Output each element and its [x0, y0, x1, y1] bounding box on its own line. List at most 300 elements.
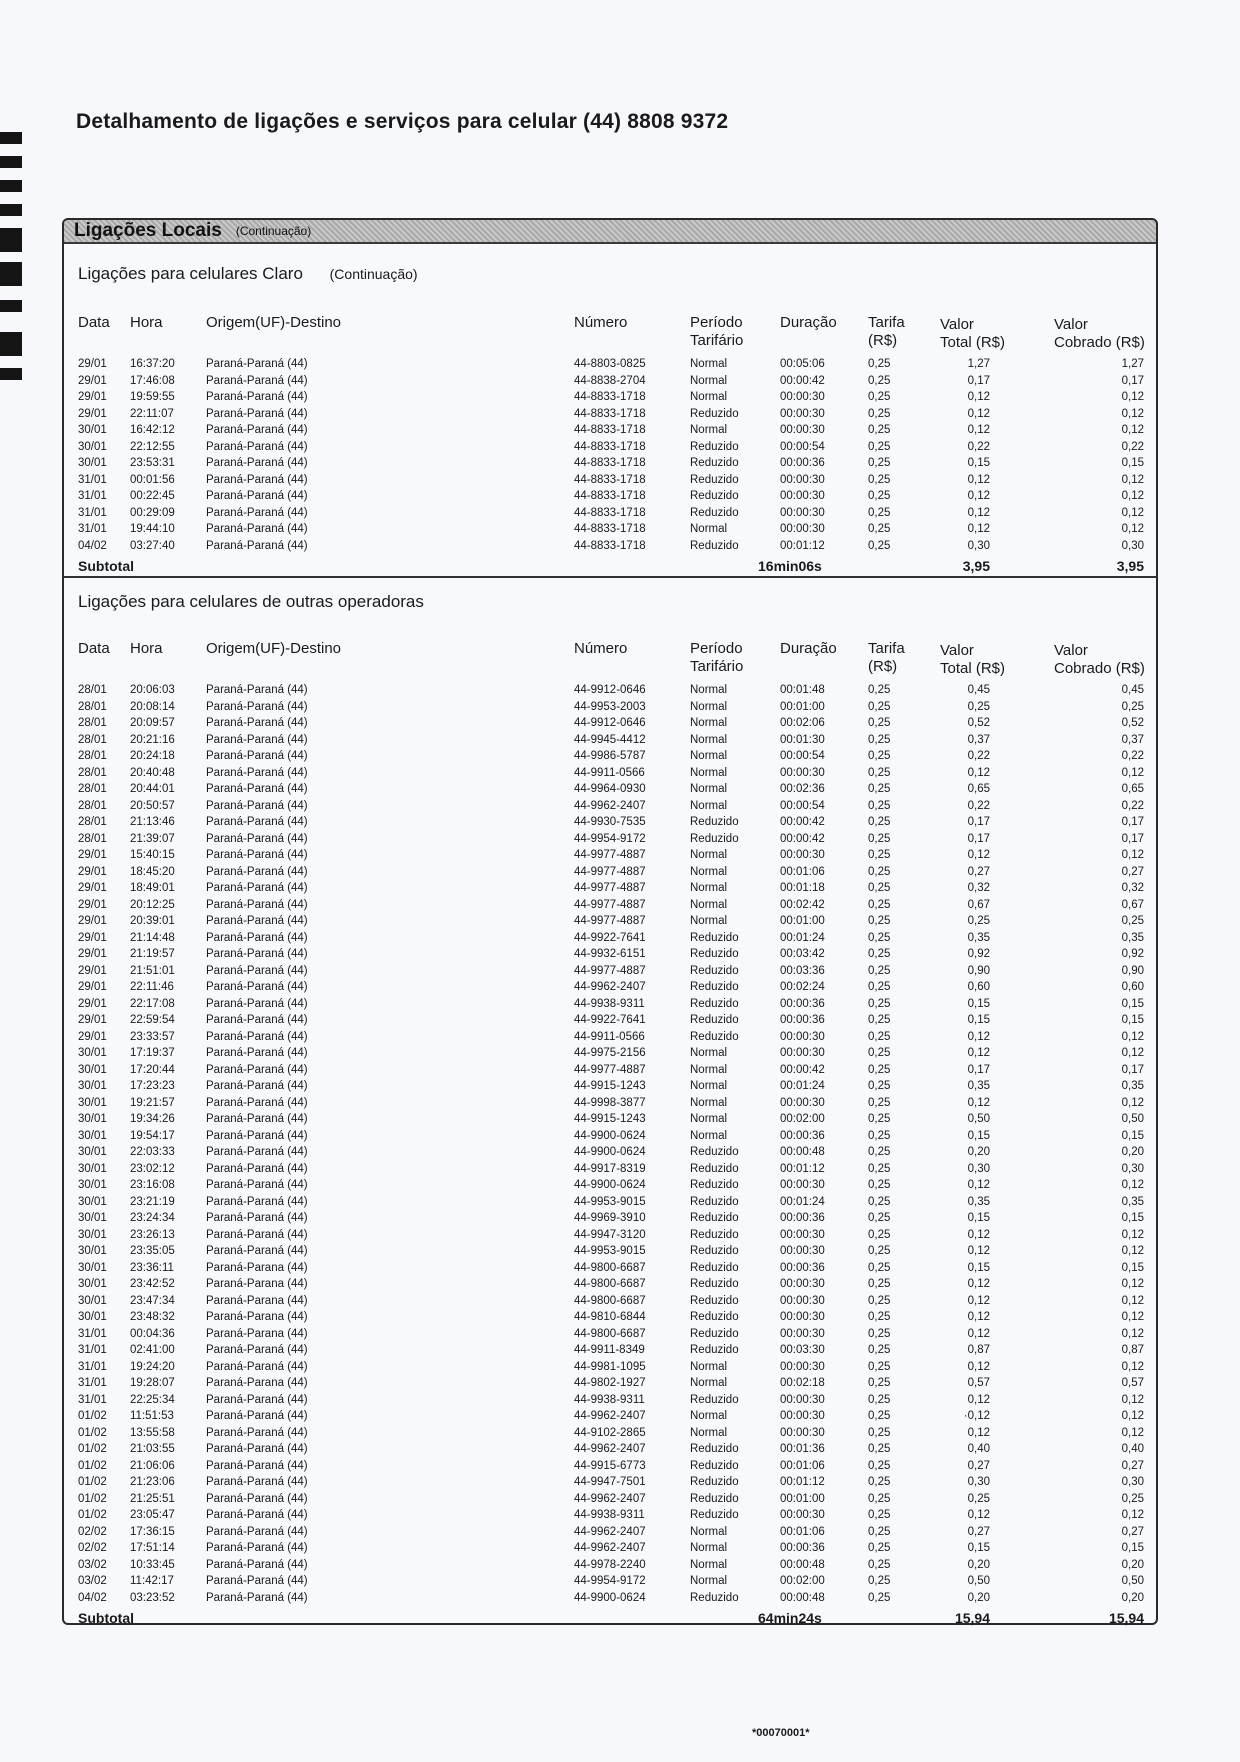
- cell-number: 44-9977-4887: [574, 865, 646, 878]
- cell-rate-period: Reduzido: [690, 473, 739, 486]
- cell-charged-value: 0,50: [1121, 1113, 1144, 1125]
- cell-rate: 0,25: [868, 1426, 891, 1439]
- cell-time: 20:44:01: [130, 783, 175, 795]
- col-header-rate-line: Tarifa: [868, 314, 905, 331]
- cell-origin-destination: Paraná-Paraná (44): [206, 1525, 308, 1538]
- cell-date: 28/01: [78, 766, 107, 779]
- cell-rate-period: Normal: [690, 915, 728, 927]
- cell-number: 44-9938-9311: [574, 1509, 645, 1521]
- cell-rate: 0,25: [868, 506, 891, 519]
- cell-duration: 00:00:30: [780, 1509, 825, 1521]
- table-row: [78, 998, 1146, 1015]
- cell-total-value: 0,12: [967, 391, 990, 403]
- cell-origin-destination: Paraná-Paraná (44): [206, 832, 308, 845]
- cell-total-value: 0,17: [967, 832, 990, 845]
- cell-charged-value: 0,20: [1121, 1146, 1144, 1158]
- cell-duration: 00:00:36: [780, 457, 825, 469]
- cell-origin-destination: Paraná-Paraná (44): [206, 783, 308, 795]
- cell-rate: 0,25: [868, 1459, 891, 1472]
- claro-calls-table: [78, 314, 1146, 578]
- table-row: [78, 1196, 1146, 1213]
- cell-total-value: 0,52: [967, 717, 990, 729]
- cell-duration: 00:00:30: [780, 1245, 825, 1257]
- document-code: *00070001*: [752, 1727, 810, 1739]
- col-header-period-line: Período: [690, 640, 743, 657]
- cell-date: 28/01: [78, 799, 107, 812]
- cell-origin-destination: Paraná-Paraná (44): [206, 849, 308, 861]
- cell-rate: 0,25: [868, 1591, 891, 1604]
- cell-time: 11:51:53: [130, 1410, 174, 1422]
- cell-total-value: 0,65: [967, 783, 990, 795]
- cell-origin-destination: Paraná-Paraná (44): [206, 1509, 308, 1521]
- cell-date: 30/01: [78, 1063, 107, 1076]
- cell-total-value: 0,35: [967, 931, 990, 944]
- cell-total-value: 0,12: [967, 1047, 990, 1059]
- cell-rate-period: Reduzido: [690, 1212, 739, 1224]
- cell-rate-period: Normal: [690, 374, 728, 387]
- table-row: [78, 1476, 1146, 1493]
- cell-duration: 00:00:42: [780, 832, 825, 845]
- cell-rate: 0,25: [868, 1063, 891, 1076]
- cell-time: 19:44:10: [130, 523, 175, 535]
- cell-total-value: 0,12: [967, 490, 990, 502]
- table-row: [78, 767, 1146, 784]
- cell-time: 23:53:31: [130, 457, 175, 469]
- cell-number: 44-9912-0646: [574, 717, 646, 729]
- cell-total-value: 0,25: [967, 700, 990, 713]
- cell-charged-value: 0,90: [1121, 964, 1144, 977]
- table-row: [78, 1229, 1146, 1246]
- cell-time: 23:48:32: [130, 1311, 175, 1323]
- cell-origin-destination: Paraná-Paraná (44): [206, 1575, 308, 1587]
- table-row: [78, 1493, 1146, 1510]
- cell-charged-value: 0,12: [1121, 391, 1144, 403]
- cell-number: 44-9932-6151: [574, 948, 646, 960]
- cell-total-value: 0,20: [967, 1558, 990, 1571]
- cell-total-value: 0,40: [967, 1443, 990, 1455]
- phone-number: (44) 8808 9372: [583, 110, 729, 133]
- subtotal-row: [78, 1608, 1146, 1628]
- col-header-origin-line: Origem(UF)-Destino: [206, 640, 342, 657]
- cell-charged-value: 0,15: [1121, 1129, 1144, 1142]
- cell-rate: 0,25: [868, 1278, 891, 1290]
- col-header-rate-line: (R$): [868, 658, 898, 675]
- cell-duration: 00:01:00: [780, 700, 825, 713]
- cell-date: 03/02: [78, 1575, 107, 1587]
- cell-rate: 0,25: [868, 1575, 891, 1587]
- cell-rate-period: Normal: [690, 1525, 728, 1538]
- cell-number: 44-9962-2407: [574, 1443, 646, 1455]
- cell-origin-destination: Paraná-Paraná (44): [206, 457, 308, 469]
- cell-rate-period: Reduzido: [690, 1591, 739, 1604]
- cell-number: 44-9911-8349: [574, 1344, 645, 1356]
- cell-origin-destination: Paraná-Paraná (44): [206, 407, 308, 420]
- cell-rate: 0,25: [868, 1179, 891, 1191]
- cell-number: 44-8833-1718: [574, 457, 646, 469]
- cell-rate-period: Normal: [690, 1063, 728, 1076]
- cell-charged-value: 0,12: [1121, 506, 1144, 519]
- cell-charged-value: 0,17: [1121, 832, 1144, 845]
- table-row: [78, 358, 1146, 375]
- cell-number: 44-9800-6687: [574, 1261, 646, 1274]
- cell-origin-destination: Paraná-Parana (44): [206, 1311, 308, 1323]
- cell-charged-value: 0,65: [1121, 783, 1144, 795]
- cell-date: 30/01: [78, 440, 107, 453]
- cell-rate: 0,25: [868, 816, 891, 828]
- cell-total-value: 0,12: [967, 473, 990, 486]
- cell-date: 31/01: [78, 490, 107, 502]
- cell-date: 30/01: [78, 1294, 107, 1307]
- cell-date: 31/01: [78, 523, 107, 535]
- cell-charged-value: 0,50: [1121, 1575, 1144, 1587]
- cell-rate: 0,25: [868, 997, 891, 1010]
- cell-number: 44-9962-2407: [574, 1492, 646, 1505]
- other-operators-calls-table: [78, 640, 1146, 1628]
- cell-number: 44-9911-0566: [574, 1030, 645, 1043]
- cell-date: 29/01: [78, 1014, 107, 1026]
- cell-rate-period: Reduzido: [690, 981, 739, 993]
- cell-origin-destination: Paraná-Paraná (44): [206, 865, 308, 878]
- col-header-rate: [868, 640, 905, 676]
- cell-rate: 0,25: [868, 1294, 891, 1307]
- cell-rate: 0,25: [868, 1245, 891, 1257]
- cell-duration: 00:00:36: [780, 1542, 825, 1554]
- col-header-rate: [868, 314, 905, 350]
- col-header-period: [690, 640, 743, 676]
- cell-date: 29/01: [78, 948, 107, 960]
- cell-total-value: 0,12: [967, 1278, 990, 1290]
- table-row: [78, 783, 1146, 800]
- table-row: [78, 490, 1146, 507]
- cell-charged-value: 0,12: [1121, 1030, 1144, 1043]
- cell-duration: 00:00:36: [780, 1212, 825, 1224]
- table-row: [78, 1542, 1146, 1559]
- cell-charged-value: 0,20: [1121, 1591, 1144, 1604]
- cell-duration: 00:00:30: [780, 490, 825, 502]
- cell-origin-destination: Paraná-Paraná (44): [206, 1426, 308, 1439]
- cell-duration: 00:01:36: [780, 1443, 825, 1455]
- cell-rate: 0,25: [868, 391, 891, 403]
- col-header-total-value-line: Valor: [940, 316, 974, 333]
- cell-origin-destination: Paraná-Paraná (44): [206, 1063, 308, 1076]
- cell-date: 28/01: [78, 783, 107, 795]
- cell-number: 44-9954-9172: [574, 1575, 646, 1587]
- col-header-time-line: Hora: [130, 314, 163, 331]
- cell-number: 44-9977-4887: [574, 1063, 646, 1076]
- col-header-duration: [780, 640, 837, 658]
- subtotal-charged-value: 15,94: [1108, 1610, 1144, 1626]
- cell-rate-period: Normal: [690, 1129, 728, 1142]
- cell-rate-period: Normal: [690, 1080, 728, 1092]
- cell-total-value: 0,12: [967, 1509, 990, 1521]
- cell-date: 01/02: [78, 1443, 107, 1455]
- banner-continuation: (Continuação): [235, 224, 312, 238]
- cell-number: 44-9810-6844: [574, 1311, 646, 1323]
- cell-duration: 00:00:30: [780, 1278, 825, 1290]
- cell-date: 30/01: [78, 1195, 107, 1208]
- cell-origin-destination: Paraná-Paraná (44): [206, 1344, 308, 1356]
- cell-time: 23:35:05: [130, 1245, 175, 1257]
- cell-origin-destination: Paraná-Paraná (44): [206, 1591, 308, 1604]
- cell-total-value: 0,27: [967, 865, 990, 878]
- cell-number: 44-8803-0825: [574, 358, 646, 370]
- col-header-charged-value-line: Valor: [1054, 316, 1088, 333]
- cell-charged-value: 0,12: [1121, 1311, 1144, 1323]
- cell-duration: 00:01:00: [780, 1492, 825, 1505]
- col-header-period: [690, 314, 743, 350]
- cell-time: 21:06:06: [130, 1459, 175, 1472]
- col-header-charged-value: [1054, 316, 1145, 352]
- cell-number: 44-8833-1718: [574, 440, 646, 453]
- cell-number: 44-8833-1718: [574, 490, 646, 502]
- cell-date: 29/01: [78, 407, 107, 420]
- cell-number: 44-9800-6687: [574, 1278, 646, 1290]
- cell-rate: 0,25: [868, 1014, 891, 1026]
- cell-origin-destination: Paraná-Paraná (44): [206, 1195, 308, 1208]
- cell-date: 28/01: [78, 816, 107, 828]
- cell-origin-destination: Paraná-Paraná (44): [206, 1459, 308, 1472]
- cell-total-value: 0,87: [967, 1344, 990, 1356]
- cell-origin-destination: Paraná-Paraná (44): [206, 539, 308, 552]
- cell-rate-period: Normal: [690, 358, 728, 370]
- cell-number: 44-9802-1927: [574, 1377, 646, 1389]
- cell-time: 23:26:13: [130, 1228, 175, 1241]
- cell-origin-destination: Paraná-Paraná (44): [206, 440, 308, 453]
- table-row: [78, 1443, 1146, 1460]
- subtotal-charged-value: 3,95: [1116, 558, 1144, 574]
- col-header-duration-line: Duração: [780, 314, 837, 331]
- cell-total-value: 1,27: [967, 358, 990, 370]
- title-text: Detalhamento de ligações e serviços para celular: [76, 110, 577, 133]
- cell-charged-value: 0,45: [1121, 684, 1144, 696]
- table-row: [78, 1097, 1146, 1114]
- table-row: [78, 1179, 1146, 1196]
- cell-date: 29/01: [78, 964, 107, 977]
- cell-rate-period: Reduzido: [690, 1014, 739, 1026]
- cell-duration: 00:00:30: [780, 1327, 825, 1340]
- cell-total-value: 0,12: [967, 407, 990, 420]
- cell-date: 01/02: [78, 1509, 107, 1521]
- cell-rate: 0,25: [868, 457, 891, 469]
- cell-number: 44-9962-2407: [574, 981, 646, 993]
- cell-duration: 00:02:06: [780, 717, 825, 729]
- cell-rate: 0,25: [868, 1410, 891, 1422]
- cell-duration: 00:01:24: [780, 931, 825, 944]
- cell-date: 31/01: [78, 473, 107, 486]
- cell-duration: 00:00:48: [780, 1146, 825, 1158]
- cell-total-value: 0,15: [967, 457, 990, 469]
- cell-rate: 0,25: [868, 1030, 891, 1043]
- table-row: [78, 1361, 1146, 1378]
- section-title-text: Ligações para celulares de outras operadoras: [78, 592, 424, 611]
- cell-date: 29/01: [78, 374, 107, 387]
- cell-rate-period: Normal: [690, 1096, 728, 1109]
- cell-number: 44-9978-2240: [574, 1558, 646, 1571]
- cell-time: 23:42:52: [130, 1278, 175, 1290]
- cell-total-value: 0,15: [967, 1261, 990, 1274]
- col-header-total-value-line: Total (R$): [940, 660, 1006, 677]
- table-row: [78, 1427, 1146, 1444]
- cell-rate-period: Normal: [690, 1575, 728, 1587]
- table-row: [78, 734, 1146, 751]
- cell-time: 03:23:52: [130, 1591, 175, 1604]
- cell-total-value: 0,17: [967, 816, 990, 828]
- cell-time: 21:39:07: [130, 832, 175, 845]
- cell-total-value: 0,17: [967, 1063, 990, 1076]
- cell-total-value: 0,12: [967, 1228, 990, 1241]
- cell-rate: 0,25: [868, 1228, 891, 1241]
- cell-total-value: 0,57: [967, 1377, 990, 1389]
- cell-origin-destination: Paraná-Paraná (44): [206, 1558, 308, 1571]
- cell-origin-destination: Paraná-Paraná (44): [206, 882, 308, 894]
- subtotal-row: [78, 556, 1146, 576]
- cell-origin-destination: Paraná-Paraná (44): [206, 964, 308, 977]
- cell-rate: 0,25: [868, 1558, 891, 1571]
- cell-total-value: 0,25: [967, 915, 990, 927]
- cell-date: 04/02: [78, 539, 107, 552]
- cell-total-value: 0,17: [967, 374, 990, 387]
- cell-date: 29/01: [78, 898, 107, 911]
- cell-duration: 00:00:42: [780, 816, 825, 828]
- subtotal-total-value: 3,95: [962, 558, 990, 574]
- cell-charged-value: 0,37: [1121, 733, 1144, 746]
- table-row: [78, 1377, 1146, 1394]
- cell-origin-destination: Paraná-Paraná (44): [206, 931, 308, 944]
- col-header-charged-value-line: Cobrado (R$): [1054, 660, 1145, 677]
- cell-rate: 0,25: [868, 882, 891, 894]
- cell-charged-value: 0,15: [1121, 1212, 1144, 1224]
- cell-origin-destination: Paraná-Paraná (44): [206, 490, 308, 502]
- cell-duration: 00:00:36: [780, 1129, 825, 1142]
- cell-rate-period: Normal: [690, 424, 728, 436]
- cell-time: 20:08:14: [130, 700, 175, 713]
- table-row: [78, 523, 1146, 540]
- cell-time: 02:41:00: [130, 1344, 175, 1356]
- cell-origin-destination: Paraná-Paraná (44): [206, 473, 308, 486]
- cell-number: 44-9922-7641: [574, 1014, 646, 1026]
- cell-total-value: 0,12: [967, 1393, 990, 1406]
- cell-charged-value: 0,25: [1121, 700, 1144, 713]
- cell-date: 31/01: [78, 1377, 107, 1389]
- cell-duration: 00:00:42: [780, 1063, 825, 1076]
- col-header-period-line: Tarifário: [690, 658, 744, 675]
- cell-duration: 00:03:36: [780, 964, 825, 977]
- cell-date: 29/01: [78, 931, 107, 944]
- cell-rate-period: Reduzido: [690, 1162, 739, 1175]
- cell-charged-value: 0,12: [1121, 849, 1144, 861]
- cell-charged-value: 0,12: [1121, 424, 1144, 436]
- table-row: [78, 816, 1146, 833]
- cell-origin-destination: Paraná-Paraná (44): [206, 997, 308, 1010]
- subtotal-duration: 64min24s: [758, 1610, 822, 1626]
- cell-date: 30/01: [78, 1146, 107, 1158]
- cell-origin-destination: Paraná-Paraná (44): [206, 750, 308, 762]
- section-title-text: Ligações para celulares Claro: [78, 264, 303, 283]
- cell-origin-destination: Paraná-Paraná (44): [206, 981, 308, 993]
- cell-date: 30/01: [78, 1311, 107, 1323]
- cell-date: 29/01: [78, 358, 107, 370]
- cell-duration: 00:02:00: [780, 1113, 825, 1125]
- cell-total-value: 0,12: [967, 766, 990, 779]
- col-header-charged-value-line: Cobrado (R$): [1054, 334, 1145, 351]
- cell-date: 30/01: [78, 1096, 107, 1109]
- table-row: [78, 474, 1146, 491]
- cell-date: 28/01: [78, 684, 107, 696]
- cell-duration: 00:00:30: [780, 473, 825, 486]
- cell-time: 20:12:25: [130, 898, 175, 911]
- cell-time: 17:23:23: [130, 1080, 175, 1092]
- cell-rate: 0,25: [868, 1129, 891, 1142]
- cell-time: 23:33:57: [130, 1030, 175, 1043]
- cell-charged-value: 0,12: [1121, 490, 1144, 502]
- col-header-origin-line: Origem(UF)-Destino: [206, 314, 342, 331]
- cell-charged-value: 0,22: [1121, 750, 1144, 762]
- cell-number: 44-8833-1718: [574, 539, 646, 552]
- cell-time: 20:40:48: [130, 766, 175, 779]
- cell-rate: 0,25: [868, 915, 891, 927]
- cell-time: 19:59:55: [130, 391, 175, 403]
- cell-total-value: 0,12: [967, 1096, 990, 1109]
- cell-time: 21:51:01: [130, 964, 175, 977]
- cell-number: 44-9900-0624: [574, 1129, 646, 1142]
- cell-rate: 0,25: [868, 1393, 891, 1406]
- cell-origin-destination: Paraná-Paraná (44): [206, 1179, 308, 1191]
- cell-total-value: 0,12: [967, 1360, 990, 1373]
- cell-number: 44-9962-2407: [574, 1525, 646, 1538]
- table-row: [78, 1014, 1146, 1031]
- cell-origin-destination: Paraná-Paraná (44): [206, 506, 308, 519]
- cell-rate-period: Reduzido: [690, 1327, 739, 1340]
- cell-origin-destination: Paraná-Paraná (44): [206, 766, 308, 779]
- cell-duration: 00:00:30: [780, 1393, 825, 1406]
- cell-rate: 0,25: [868, 1377, 891, 1389]
- cell-total-value: 0,27: [967, 1525, 990, 1538]
- cell-rate-period: Reduzido: [690, 407, 739, 420]
- table-row: [78, 849, 1146, 866]
- cell-origin-destination: Paraná-Paraná (44): [206, 523, 308, 535]
- cell-rate-period: Normal: [690, 391, 728, 403]
- cell-duration: 00:03:42: [780, 948, 825, 960]
- table-row: [78, 948, 1146, 965]
- cell-charged-value: 0,12: [1121, 766, 1144, 779]
- cell-number: 44-9975-2156: [574, 1047, 646, 1059]
- cell-duration: 00:00:30: [780, 766, 825, 779]
- cell-total-value: 0,12: [967, 1426, 990, 1439]
- cell-rate-period: Normal: [690, 1426, 728, 1439]
- table-row: [78, 981, 1146, 998]
- cell-charged-value: 0,15: [1121, 1542, 1144, 1554]
- cell-origin-destination: Paraná-Paraná (44): [206, 1146, 308, 1158]
- cell-charged-value: 0,52: [1121, 717, 1144, 729]
- cell-rate: 0,25: [868, 684, 891, 696]
- cell-total-value: 0,15: [967, 1212, 990, 1224]
- cell-rate-period: Reduzido: [690, 1146, 739, 1158]
- table-row: [78, 1344, 1146, 1361]
- section-title-other-operators: [78, 592, 424, 612]
- table-row: [78, 1080, 1146, 1097]
- cell-time: 00:29:09: [130, 506, 175, 519]
- alignment-mark: [0, 180, 22, 192]
- table-row: [78, 684, 1146, 701]
- cell-total-value: 0,92: [967, 948, 990, 960]
- cell-charged-value: 0,35: [1121, 1195, 1144, 1208]
- cell-number: 44-9964-0930: [574, 783, 646, 795]
- cell-duration: 00:00:30: [780, 407, 825, 420]
- cell-time: 19:21:57: [130, 1096, 175, 1109]
- table-row: [78, 1410, 1146, 1427]
- cell-duration: 00:01:24: [780, 1195, 825, 1208]
- cell-duration: 00:02:36: [780, 783, 825, 795]
